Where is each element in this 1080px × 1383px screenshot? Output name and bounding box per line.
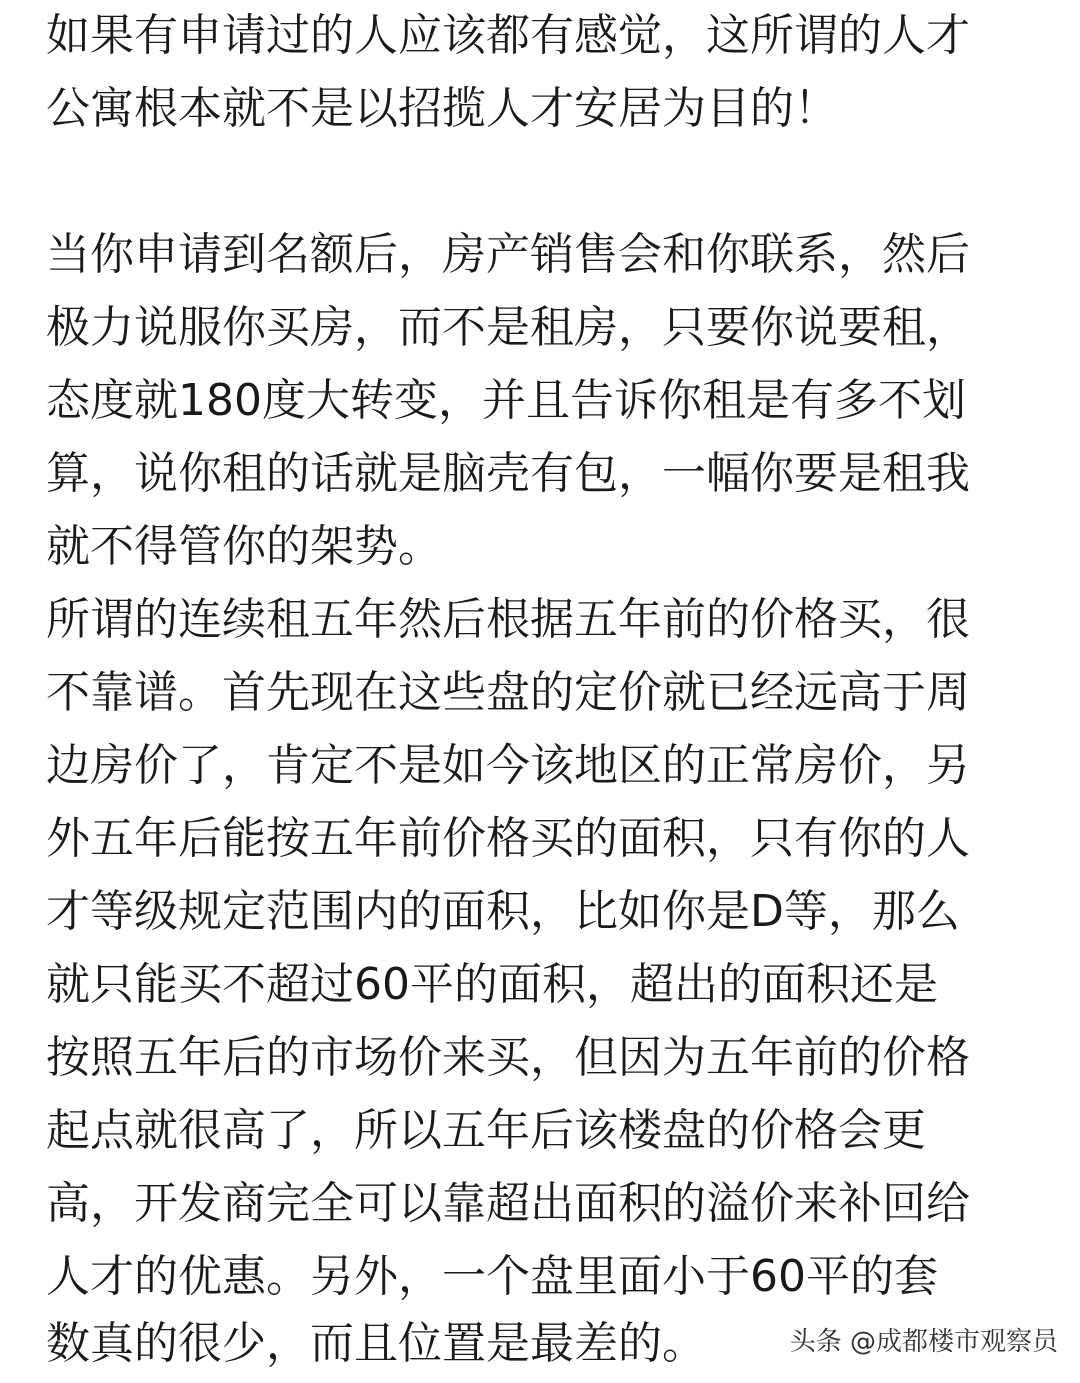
text-line: 数真的很少，而且位置是最差的。: [46, 1318, 706, 1369]
text-line: 算，说你租的话就是脑壳有包，一幅你要是租我: [46, 448, 970, 499]
text-line: 按照五年后的市场价来买，但因为五年前的价格: [46, 1032, 970, 1083]
text-line: 态度就180度大转变，并且告诉你租是有多不划: [46, 375, 966, 426]
text-line: 才等级规定范围内的面积，比如你是D等，那么: [46, 886, 960, 937]
text-line: 当你申请到名额后，房产销售会和你联系，然后: [46, 229, 970, 280]
text-line: 所谓的连续租五年然后根据五年前的价格买，很: [46, 594, 970, 645]
text-line: 就只能买不超过60平的面积，超出的面积还是: [46, 959, 938, 1010]
text-line: 如果有申请过的人应该都有感觉，这所谓的人才: [46, 10, 970, 61]
source-watermark: 头条 @成都楼市观察员: [789, 1327, 1058, 1357]
text-line: 不靠谱。首先现在这些盘的定价就已经远高于周: [46, 667, 970, 718]
text-line: 极力说服你买房，而不是租房，只要你说要租，: [46, 302, 970, 353]
text-line: 外五年后能按五年前价格买的面积，只有你的人: [46, 813, 970, 864]
text-line: 人才的优惠。另外，一个盘里面小于60平的套: [46, 1251, 938, 1302]
text-line: 公寓根本就不是以招揽人才安居为目的！: [46, 83, 838, 134]
text-line: 起点就很高了，所以五年后该楼盘的价格会更: [46, 1105, 926, 1156]
text-line: 边房价了，肯定不是如今该地区的正常房价，另: [46, 740, 970, 791]
text-line: 高，开发商完全可以靠超出面积的溢价来补回给: [46, 1178, 970, 1229]
text-line: 就不得管你的架势。: [46, 521, 442, 572]
